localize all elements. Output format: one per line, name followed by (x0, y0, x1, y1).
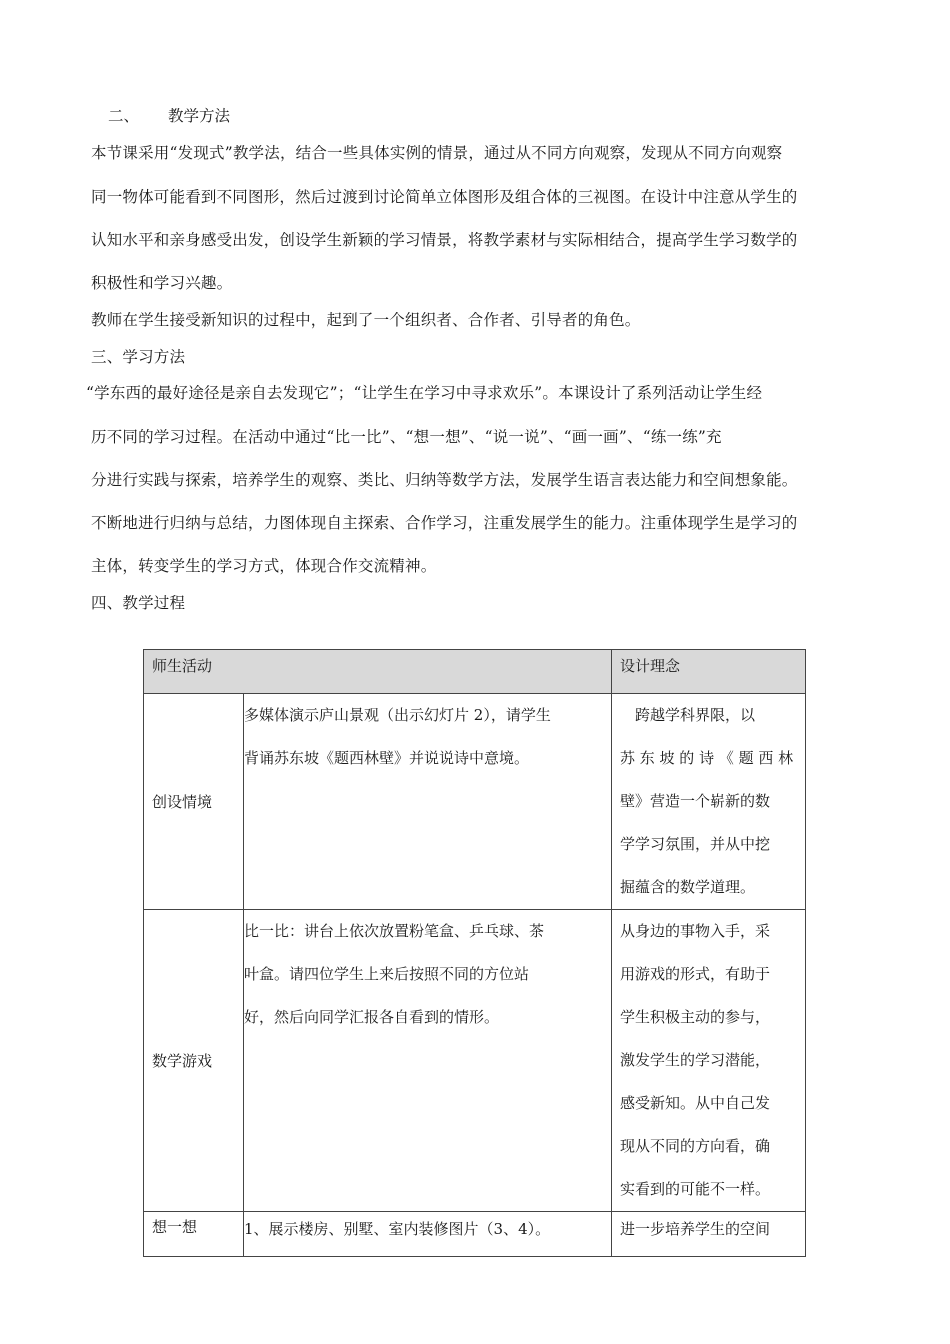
header-concept: 设计理念 (612, 650, 806, 694)
concept-line: 苏 东 坡 的 诗 《 题 西 林 (620, 749, 794, 767)
teaching-process-table (143, 649, 806, 1257)
section3-para-line: 不断地进行归纳与总结，力图体现自主探索、合作学习，注重发展学生的能力。注重体现学生是学习的 (91, 514, 798, 532)
row-label: 创设情境 (144, 694, 244, 910)
concept-line: 学生积极主动的参与， (620, 1008, 771, 1026)
concept-line: 激发学生的学习潜能， (620, 1051, 771, 1069)
section2-para1-line: 同一物体可能看到不同图形，然后过渡到讨论简单立体图形及组合体的三视图。在设计中注意从学生的 (91, 188, 798, 206)
concept-line: 用游戏的形式，有助于 (620, 965, 771, 983)
row-concept (612, 910, 806, 1212)
row-label: 数学游戏 (144, 910, 244, 1212)
section3-para-line: “学东西的最好途径是亲自去发现它”；“让学生在学习中寻求欢乐”。本课设计了系列活动让学生经 (86, 384, 763, 402)
concept-line: 实看到的可能不一样。 (620, 1180, 771, 1198)
activity-line: 叶盒。请四位学生上来后按照不同的方位站 (244, 965, 530, 983)
activity-line: 好，然后向同学汇报各自看到的情形。 (244, 1008, 500, 1026)
row-activity (244, 1212, 612, 1257)
section3-para-line: 主体，转变学生的学习方式，体现合作交流精神。 (91, 557, 437, 575)
section2-para1-line: 积极性和学习兴趣。 (91, 274, 233, 292)
section3-title: 三、学习方法 (91, 348, 186, 366)
concept-line: 从身边的事物入手，采 (620, 922, 771, 940)
section3-para-line: 分进行实践与探索，培养学生的观察、类比、归纳等数学方法，发展学生语言表达能力和空间想象能。 (91, 471, 798, 489)
row-activity (244, 910, 612, 1212)
activity-line: 1、展示楼房、别墅、室内装修图片（3、4）。 (244, 1220, 551, 1238)
table-row (144, 910, 806, 1212)
concept-line: 感受新知。从中自己发 (620, 1094, 771, 1112)
section2-para2: 教师在学生接受新知识的过程中，起到了一个组织者、合作者、引导者的角色。 (91, 311, 641, 329)
row-activity (244, 694, 612, 910)
concept-line: 学学习氛围，并从中挖 (620, 835, 771, 853)
activity-line: 背诵苏东坡《题西林壁》并说说诗中意境。 (244, 749, 530, 767)
section2-para1-line: 本节课采用“发现式”教学法，结合一些具体实例的情景，通过从不同方向观察，发现从不同方向观察 (91, 144, 783, 162)
table-header-row (144, 650, 806, 694)
concept-line: 进一步培养学生的空间 (620, 1220, 771, 1238)
activity-line: 比一比：讲台上依次放置粉笔盒、乒乓球、茶 (244, 922, 545, 940)
concept-line: 壁》营造一个崭新的数 (620, 792, 771, 810)
row-concept (612, 694, 806, 910)
concept-line: 掘蕴含的数学道理。 (620, 878, 756, 896)
section2-title: 教学方法 (168, 107, 231, 125)
table-row (144, 694, 806, 910)
section3-para-line: 历不同的学习过程。在活动中通过“比一比”、“想一想”、“说一说”、“画一画”、“练一练”充 (91, 428, 722, 446)
concept-line: 跨越学科界限，以 (620, 706, 756, 724)
row-label: 想一想 (144, 1212, 244, 1257)
section2-number: 二、 (108, 107, 140, 125)
header-activity: 师生活动 (144, 650, 612, 694)
table-row (144, 1212, 806, 1257)
row-concept (612, 1212, 806, 1257)
section4-title: 四、教学过程 (91, 594, 186, 612)
section2-para1-line: 认知水平和亲身感受出发，创设学生新颖的学习情景，将教学素材与实际相结合，提高学生学习数学的 (91, 231, 798, 249)
concept-line: 现从不同的方向看，确 (620, 1137, 771, 1155)
activity-line: 多媒体演示庐山景观（出示幻灯片 2），请学生 (244, 706, 551, 724)
